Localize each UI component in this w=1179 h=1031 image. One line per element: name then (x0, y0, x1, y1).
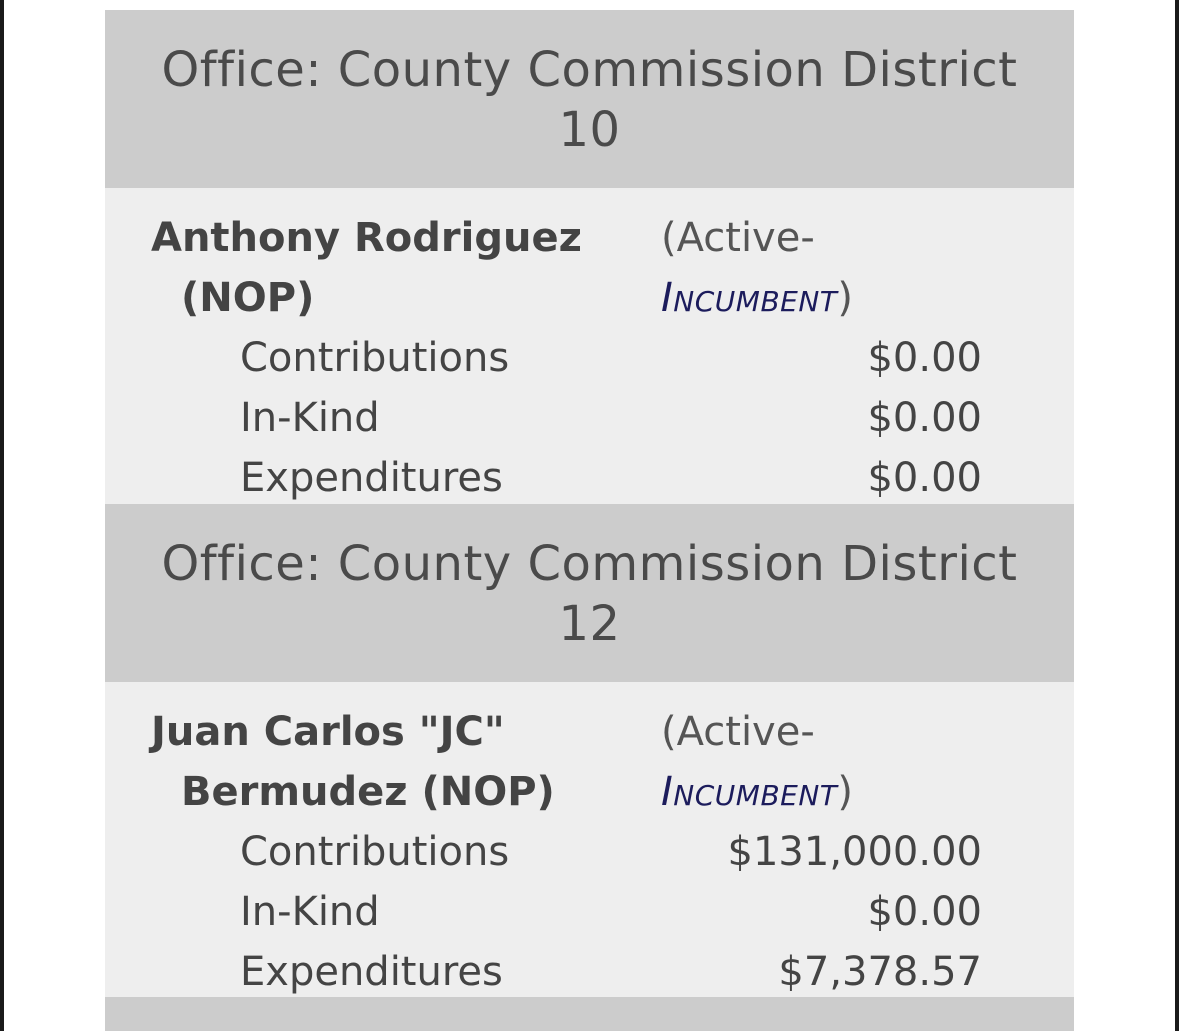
row-label: Contributions (240, 335, 510, 381)
contributions-row (240, 822, 982, 882)
candidate-name-line1: Juan Carlos "JC" (151, 709, 505, 755)
office-header (105, 10, 1074, 188)
row-label: Expenditures (240, 949, 503, 995)
candidate-name-line1: Anthony Rodriguez (151, 215, 582, 261)
status-suffix: ) (837, 275, 854, 321)
row-label: Contributions (240, 829, 510, 875)
candidate-name-line2: (NOP) (181, 275, 315, 321)
window-border-left (0, 0, 4, 1031)
office-title: Office: County Commission District (161, 42, 1018, 98)
candidate-block (105, 188, 1074, 504)
office-header (105, 504, 1074, 682)
office-title: Office: County Commission District (161, 536, 1018, 592)
candidate-name (151, 208, 611, 328)
expenditures-row (240, 942, 982, 1002)
candidate-name (151, 702, 611, 822)
contributions-row (240, 328, 982, 388)
status-prefix: (Active- (661, 215, 815, 261)
row-value: $0.00 (867, 889, 982, 935)
incumbent-link[interactable]: Incumbent (661, 275, 838, 321)
in-kind-row (240, 388, 982, 448)
row-value: $131,000.00 (727, 829, 982, 875)
row-label: In-Kind (240, 889, 380, 935)
row-value: $0.00 (867, 395, 982, 441)
candidate-block (105, 682, 1074, 997)
candidate-status (661, 208, 961, 328)
window-border-right (1175, 0, 1179, 1031)
row-value: $0.00 (867, 455, 982, 501)
status-suffix: ) (837, 769, 854, 815)
candidate-name-line2: Bermudez (NOP) (181, 769, 555, 815)
candidate-status (661, 702, 961, 822)
row-label: Expenditures (240, 455, 503, 501)
row-label: In-Kind (240, 395, 380, 441)
campaign-finance-panel (105, 10, 1074, 1031)
next-office-header (105, 997, 1074, 1031)
expenditures-row (240, 448, 982, 508)
status-prefix: (Active- (661, 709, 815, 755)
office-district-number: 12 (558, 596, 621, 652)
row-value: $0.00 (867, 335, 982, 381)
row-value: $7,378.57 (778, 949, 982, 995)
in-kind-row (240, 882, 982, 942)
incumbent-link[interactable]: Incumbent (661, 769, 838, 815)
office-district-number: 10 (558, 102, 621, 158)
